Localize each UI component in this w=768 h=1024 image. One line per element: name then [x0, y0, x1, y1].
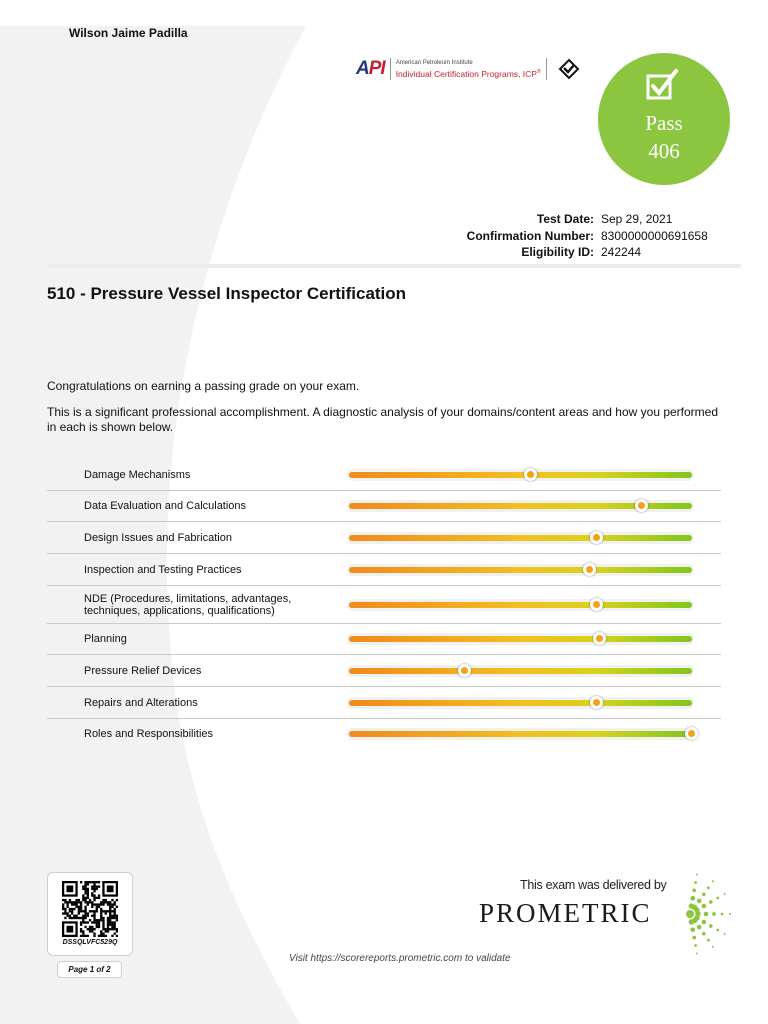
performance-bar — [347, 564, 694, 576]
meta-label: Confirmation Number: — [466, 228, 594, 243]
performance-bar — [347, 500, 694, 512]
pass-score: 406 — [648, 139, 680, 163]
domain-row — [47, 460, 721, 491]
domain-row — [47, 554, 721, 586]
meta-label: Eligibility ID: — [521, 245, 594, 259]
performance-bar — [347, 697, 694, 709]
header-divider — [47, 264, 741, 268]
api-logo-mark: API — [356, 58, 385, 79]
performance-marker — [593, 632, 606, 645]
performance-marker — [635, 499, 648, 512]
domain-label: NDE (Procedures, limitations, advantages, techniques, applications, qualifications) — [84, 592, 292, 617]
domain-label: Pressure Relief Devices — [84, 664, 202, 677]
domain-label: Data Evaluation and Calculations — [84, 500, 247, 512]
logo-divider — [390, 58, 391, 80]
performance-marker — [590, 531, 603, 544]
domain-row — [47, 491, 721, 522]
prometric-wordmark: PROMETRIC — [479, 898, 652, 928]
icp-diamond-icon — [558, 58, 580, 80]
api-program-name: Individual Certification Programs, ICP® — [395, 68, 541, 79]
performance-marker — [458, 664, 471, 677]
domain-label: Damage Mechanisms — [84, 469, 191, 481]
meta-value: Sep 29, 2021 — [601, 212, 673, 226]
exam-meta — [380, 211, 725, 261]
performance-bar — [347, 532, 694, 544]
performance-bar — [347, 633, 694, 645]
congrats-text: Congratulations on earning a passing grade on your exam. — [47, 379, 360, 393]
domain-row — [47, 522, 721, 554]
performance-bar — [347, 469, 694, 481]
domain-row — [47, 586, 721, 624]
meta-value: 242244 — [601, 245, 642, 259]
pass-badge — [598, 53, 730, 185]
logo-divider — [546, 58, 547, 80]
confirmation-number-row — [380, 228, 725, 245]
pass-label: Pass — [645, 111, 683, 135]
delivered-by-text: This exam was delivered by — [520, 878, 667, 892]
qr-code-icon — [62, 881, 118, 937]
eligibility-id-row — [380, 244, 725, 261]
test-date-row — [380, 211, 725, 228]
performance-marker — [590, 598, 603, 611]
meta-value: 8300000000691658 — [601, 228, 708, 243]
domain-label: Repairs and Alterations — [84, 696, 198, 709]
domain-label: Roles and Responsibilities — [84, 728, 214, 740]
description-text: This is a significant professional accomplishment. A diagnostic analysis of your domains/content areas and how you performed in each is shown below. — [47, 405, 719, 434]
domain-row — [47, 655, 721, 687]
performance-marker — [583, 563, 596, 576]
domain-label: Inspection and Testing Practices — [84, 563, 242, 576]
performance-bar — [347, 665, 694, 677]
performance-marker — [685, 727, 698, 740]
api-logo-text — [396, 59, 541, 79]
prometric-starburst-icon — [676, 866, 738, 958]
domain-row — [47, 719, 721, 749]
meta-label: Test Date: — [536, 212, 594, 226]
domain-label: Planning — [84, 633, 127, 645]
candidate-name: Wilson Jaime Padilla — [69, 26, 188, 40]
exam-title: 510 - Pressure Vessel Inspector Certification — [47, 284, 407, 303]
api-institute-name: American Petroleum Institute — [395, 60, 473, 67]
api-icp-logo — [356, 58, 580, 80]
domain-label: Design Issues and Fabrication — [84, 531, 232, 544]
page-indicator: Page 1 of 2 — [57, 961, 122, 978]
qr-card — [47, 872, 133, 956]
performance-marker — [590, 696, 603, 709]
validate-link-text: Visit https://scorereports.prometric.com to validate — [289, 953, 511, 964]
domain-row — [47, 624, 721, 655]
domain-list — [47, 460, 721, 749]
qr-code-text: DSSQLVFC529Q — [62, 939, 118, 946]
performance-bar — [347, 728, 694, 740]
performance-marker — [524, 468, 537, 481]
domain-row — [47, 687, 721, 719]
checkbox-check-icon — [645, 67, 679, 101]
performance-bar — [347, 599, 694, 611]
